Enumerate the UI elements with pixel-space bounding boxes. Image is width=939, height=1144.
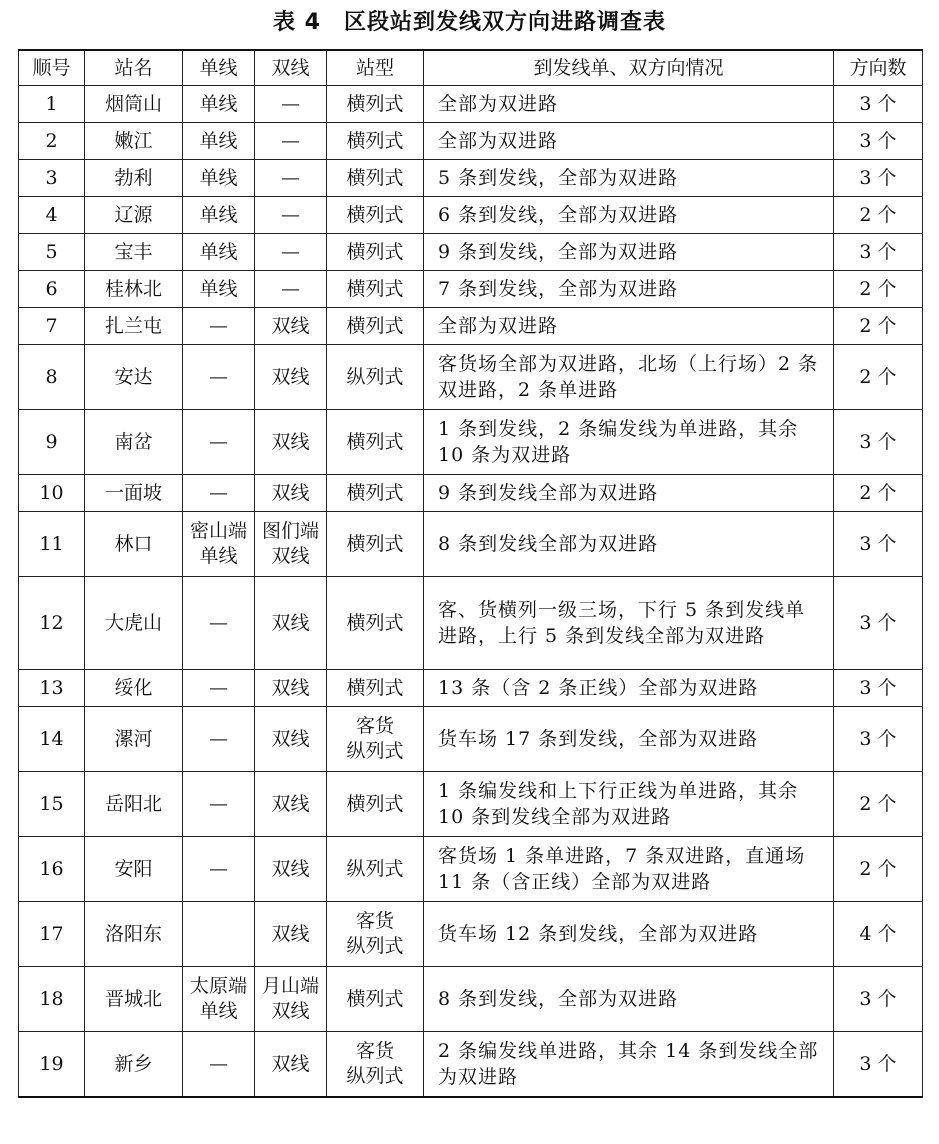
- cell-double-end: 图们端: [261, 520, 319, 542]
- cell-name: 岳阳北: [85, 772, 183, 837]
- cell-single: 单线: [183, 86, 255, 123]
- cell-double: 双线: [255, 670, 327, 707]
- cell-name: 大虎山: [85, 577, 183, 670]
- table-row: [19, 234, 923, 271]
- cell-single: 单线: [183, 197, 255, 234]
- cell-name: 南岔: [85, 410, 183, 475]
- cell-single: —: [183, 308, 255, 345]
- cell-double: 双线: [255, 410, 327, 475]
- cell-single: 单线: [183, 234, 255, 271]
- table-row: [19, 1032, 923, 1098]
- cell-type-line1: 客货: [355, 910, 394, 932]
- cell-name: 新乡: [85, 1032, 183, 1098]
- cell-no: 5: [19, 234, 85, 271]
- cell-name: 辽源: [85, 197, 183, 234]
- cell-desc: 客、货横列一级三场，下行 5 条到发线单进路，上行 5 条到发线全部为双进路: [424, 577, 834, 670]
- table-row: [19, 271, 923, 308]
- cell-no: 13: [19, 670, 85, 707]
- cell-dir: 3 个: [834, 123, 923, 160]
- cell-no: 7: [19, 308, 85, 345]
- cell-dir: 2 个: [834, 772, 923, 837]
- cell-double-end: 月山端: [261, 975, 319, 997]
- table-row: [19, 577, 923, 670]
- cell-double: 双线: [255, 308, 327, 345]
- cell-single-value: 单线: [199, 1000, 238, 1022]
- cell-no: 17: [19, 902, 85, 967]
- cell-desc: 7 条到发线，全部为双进路: [424, 271, 834, 308]
- cell-desc: 货车场 17 条到发线，全部为双进路: [424, 707, 834, 772]
- table-row: [19, 86, 923, 123]
- table-row: [19, 345, 923, 410]
- cell-dir: 2 个: [834, 837, 923, 902]
- cell-double: —: [255, 160, 327, 197]
- cell-type: 横列式: [327, 967, 424, 1032]
- cell-no: 19: [19, 1032, 85, 1098]
- cell-type: 横列式: [327, 86, 424, 123]
- table-title: 表 4 区段站到发线双方向进路调查表: [273, 10, 666, 35]
- cell-dir: 2 个: [834, 197, 923, 234]
- table-row: [19, 475, 923, 512]
- cell-dir: 3 个: [834, 577, 923, 670]
- cell-single: [183, 967, 255, 1032]
- cell-name: 烟筒山: [85, 86, 183, 123]
- cell-desc: 1 条到发线，2 条编发线为单进路，其余 10 条为双进路: [424, 410, 834, 475]
- cell-single: —: [183, 475, 255, 512]
- cell-no: 6: [19, 271, 85, 308]
- cell-name: 安阳: [85, 837, 183, 902]
- cell-no: 9: [19, 410, 85, 475]
- cell-double: 双线: [255, 837, 327, 902]
- cell-single: 单线: [183, 271, 255, 308]
- cell-type: 横列式: [327, 410, 424, 475]
- cell-desc: 2 条编发线单进路，其余 14 条到发线全部为双进路: [424, 1032, 834, 1098]
- cell-double: —: [255, 234, 327, 271]
- cell-single: —: [183, 345, 255, 410]
- cell-single: 单线: [183, 123, 255, 160]
- cell-desc: 6 条到发线，全部为双进路: [424, 197, 834, 234]
- cell-single: —: [183, 772, 255, 837]
- cell-no: 1: [19, 86, 85, 123]
- cell-desc: 8 条到发线全部为双进路: [424, 512, 834, 577]
- cell-single: —: [183, 1032, 255, 1098]
- cell-single-value: 单线: [199, 545, 238, 567]
- cell-desc: 1 条编发线和上下行正线为单进路，其余 10 条到发线全部为双进路: [424, 772, 834, 837]
- cell-type-line1: 客货: [355, 715, 394, 737]
- cell-double: [255, 512, 327, 577]
- cell-double: —: [255, 86, 327, 123]
- header-dir: 方向数: [834, 50, 923, 86]
- header-no: 顺号: [19, 50, 85, 86]
- cell-dir: 2 个: [834, 308, 923, 345]
- cell-dir: 4 个: [834, 902, 923, 967]
- cell-single: —: [183, 837, 255, 902]
- cell-type: 横列式: [327, 308, 424, 345]
- cell-double: 双线: [255, 902, 327, 967]
- cell-double: 双线: [255, 772, 327, 837]
- cell-type-line2: 纵列式: [346, 1065, 404, 1087]
- table-row: [19, 197, 923, 234]
- cell-dir: 2 个: [834, 345, 923, 410]
- cell-name: 绥化: [85, 670, 183, 707]
- cell-dir: 3 个: [834, 234, 923, 271]
- cell-dir: 3 个: [834, 967, 923, 1032]
- cell-single: —: [183, 670, 255, 707]
- cell-double: —: [255, 123, 327, 160]
- table-row: [19, 308, 923, 345]
- cell-name: 安达: [85, 345, 183, 410]
- cell-name: 漯河: [85, 707, 183, 772]
- cell-double: 双线: [255, 475, 327, 512]
- table-row: [19, 707, 923, 772]
- cell-single: [183, 902, 255, 967]
- cell-no: 18: [19, 967, 85, 1032]
- cell-type: 纵列式: [327, 345, 424, 410]
- cell-type: [327, 902, 424, 967]
- cell-double: —: [255, 271, 327, 308]
- cell-name: 嫩江: [85, 123, 183, 160]
- cell-single: —: [183, 577, 255, 670]
- cell-no: 14: [19, 707, 85, 772]
- cell-single: —: [183, 410, 255, 475]
- cell-no: 16: [19, 837, 85, 902]
- header-name: 站名: [85, 50, 183, 86]
- cell-double: 双线: [255, 345, 327, 410]
- cell-type: 横列式: [327, 160, 424, 197]
- cell-no: 4: [19, 197, 85, 234]
- cell-double-value: 双线: [271, 1000, 310, 1022]
- table-row: [19, 512, 923, 577]
- header-type: 站型: [327, 50, 424, 86]
- cell-dir: 3 个: [834, 410, 923, 475]
- cell-dir: 2 个: [834, 475, 923, 512]
- cell-desc: 全部为双进路: [424, 123, 834, 160]
- header-single: 单线: [183, 50, 255, 86]
- cell-type: 横列式: [327, 577, 424, 670]
- cell-name: 晋城北: [85, 967, 183, 1032]
- cell-double: 双线: [255, 707, 327, 772]
- cell-single: —: [183, 707, 255, 772]
- header-desc: 到发线单、双方向情况: [424, 50, 834, 86]
- cell-single: 单线: [183, 160, 255, 197]
- cell-type-line2: 纵列式: [346, 935, 404, 957]
- cell-desc: 9 条到发线，全部为双进路: [424, 234, 834, 271]
- cell-name: 洛阳东: [85, 902, 183, 967]
- cell-dir: 2 个: [834, 271, 923, 308]
- cell-single: [183, 512, 255, 577]
- cell-no: 3: [19, 160, 85, 197]
- cell-desc: 客货场全部为双进路，北场（上行场）2 条双进路，2 条单进路: [424, 345, 834, 410]
- cell-no: 8: [19, 345, 85, 410]
- cell-dir: 3 个: [834, 160, 923, 197]
- cell-no: 15: [19, 772, 85, 837]
- cell-dir: 3 个: [834, 670, 923, 707]
- cell-dir: 3 个: [834, 86, 923, 123]
- cell-double: —: [255, 197, 327, 234]
- header-row: [19, 50, 923, 86]
- cell-name: 勃利: [85, 160, 183, 197]
- cell-name: 宝丰: [85, 234, 183, 271]
- cell-name: 林口: [85, 512, 183, 577]
- cell-desc: 9 条到发线全部为双进路: [424, 475, 834, 512]
- cell-desc: 全部为双进路: [424, 308, 834, 345]
- table-row: [19, 670, 923, 707]
- cell-type: 纵列式: [327, 837, 424, 902]
- table-row: [19, 123, 923, 160]
- cell-dir: 3 个: [834, 1032, 923, 1098]
- cell-desc: 8 条到发线，全部为双进路: [424, 967, 834, 1032]
- cell-dir: 3 个: [834, 707, 923, 772]
- table-row: [19, 410, 923, 475]
- table-row: [19, 902, 923, 967]
- table-row: [19, 837, 923, 902]
- cell-double: [255, 967, 327, 1032]
- cell-double-value: 双线: [271, 545, 310, 567]
- cell-type-line2: 纵列式: [346, 740, 404, 762]
- table-row: [19, 967, 923, 1032]
- cell-name: 一面坡: [85, 475, 183, 512]
- cell-no: 2: [19, 123, 85, 160]
- cell-type: 横列式: [327, 670, 424, 707]
- cell-no: 10: [19, 475, 85, 512]
- cell-desc: 13 条（含 2 条正线）全部为双进路: [424, 670, 834, 707]
- cell-type: 横列式: [327, 197, 424, 234]
- cell-double: 双线: [255, 1032, 327, 1098]
- cell-name: 桂林北: [85, 271, 183, 308]
- cell-type: 横列式: [327, 234, 424, 271]
- cell-no: 12: [19, 577, 85, 670]
- cell-type-line1: 客货: [355, 1040, 394, 1062]
- cell-type: 横列式: [327, 512, 424, 577]
- header-double: 双线: [255, 50, 327, 86]
- cell-desc: 5 条到发线，全部为双进路: [424, 160, 834, 197]
- table-row: [19, 160, 923, 197]
- cell-type: 横列式: [327, 271, 424, 308]
- cell-type: 横列式: [327, 772, 424, 837]
- cell-type: [327, 1032, 424, 1098]
- cell-desc: 货车场 12 条到发线，全部为双进路: [424, 902, 834, 967]
- cell-desc: 客货场 1 条单进路，7 条双进路，直通场 11 条（含正线）全部为双进路: [424, 837, 834, 902]
- cell-single-end: 密山端: [189, 520, 247, 542]
- table-row: [19, 772, 923, 837]
- cell-double: 双线: [255, 577, 327, 670]
- cell-name: 扎兰屯: [85, 308, 183, 345]
- route-survey-table: [18, 49, 923, 1098]
- cell-no: 11: [19, 512, 85, 577]
- cell-desc: 全部为双进路: [424, 86, 834, 123]
- cell-single-end: 太原端: [189, 975, 247, 997]
- cell-type: 横列式: [327, 475, 424, 512]
- cell-type: [327, 707, 424, 772]
- cell-type: 横列式: [327, 123, 424, 160]
- cell-dir: 3 个: [834, 512, 923, 577]
